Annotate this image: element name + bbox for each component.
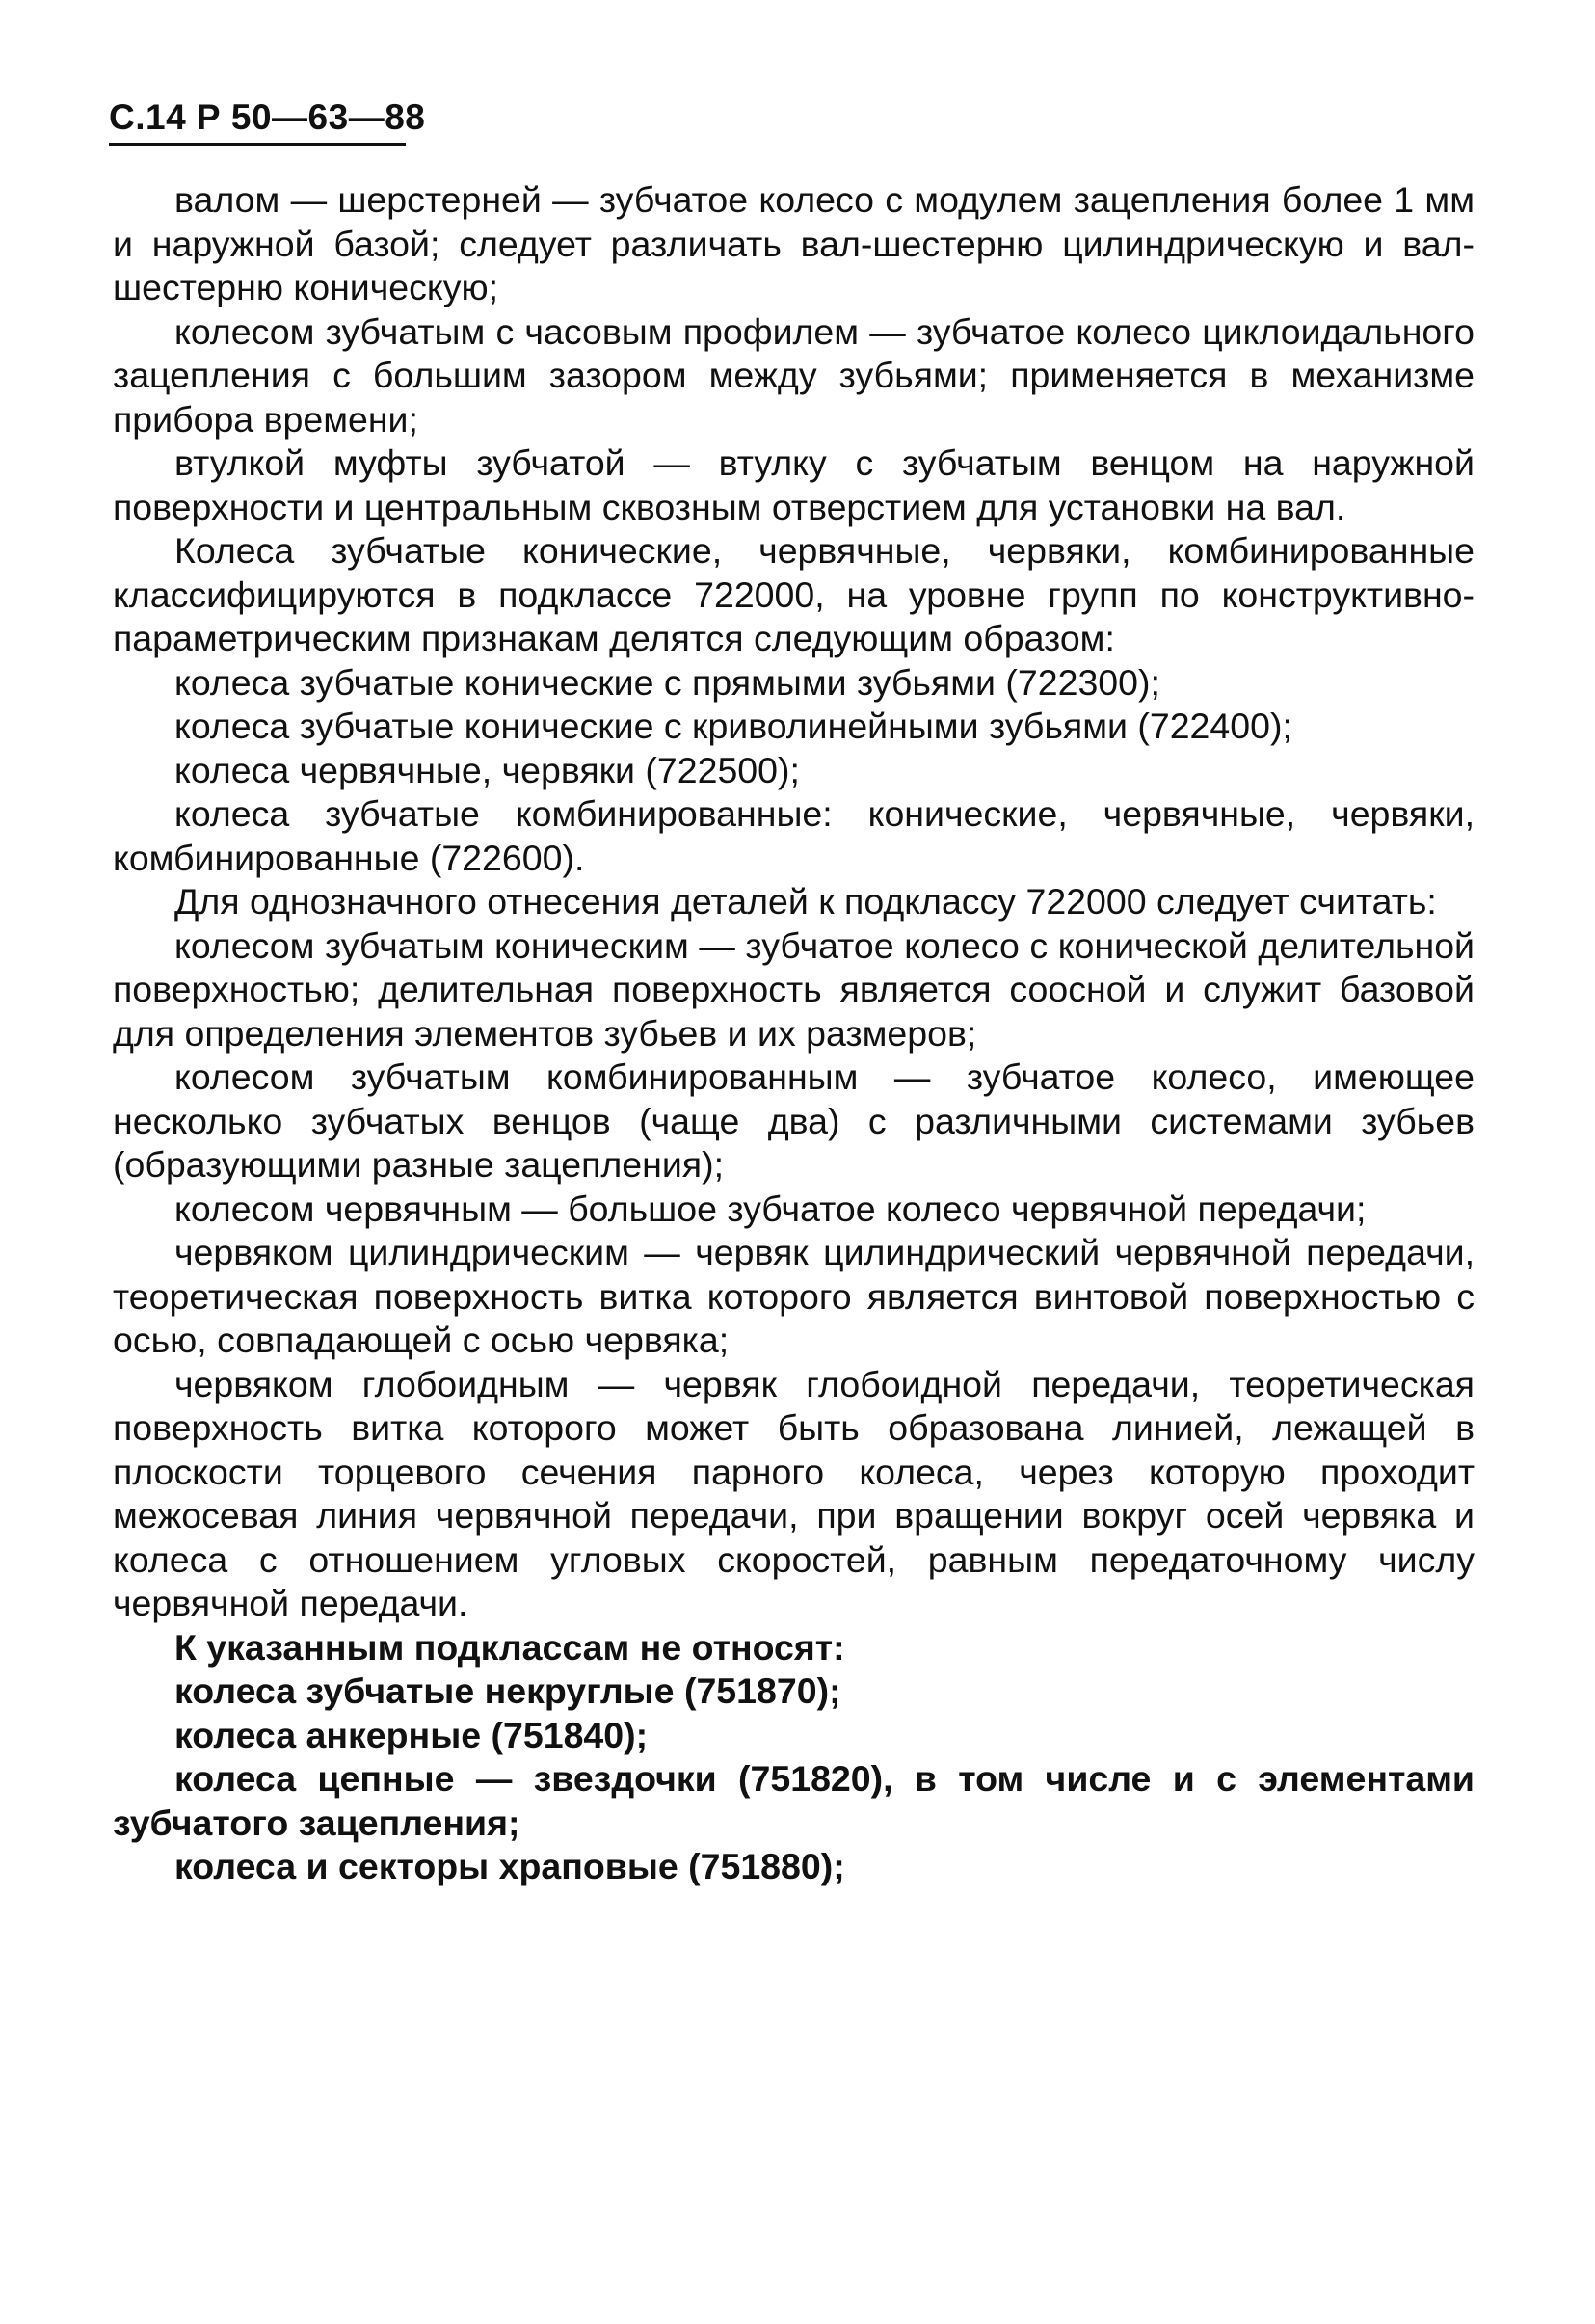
paragraph: колеса зубчатые конические с прямыми зубьями (722300); — [174, 661, 1160, 703]
page-header: С.14 Р 50—63—88 — [109, 97, 426, 137]
paragraph: втулкой муфты зубчатой — втулку с зубчатым венцом на наружной поверхности и центральным сквозным отверстием для установки на вал. — [113, 442, 1475, 527]
body-text — [113, 178, 1475, 1889]
exclusion-item: колеса анкерные (751840); — [174, 1714, 649, 1755]
paragraph: колесом зубчатым коническим — зубчатое колесо с конической делительной поверхностью; делительная поверхность является соосной и служит базовой для определения элементов зубьев и их размеров; — [113, 924, 1475, 1054]
paragraph: колесом зубчатым с часовым профилем — зубчатое колесо циклоидального зацепления с большим зазором между зубьями; применяется в механизме прибора времени; — [113, 310, 1475, 440]
paragraph: колеса зубчатые комбинированные: конические, червячные, червяки, комбинированные (722600). — [113, 793, 1475, 878]
paragraph: колесом зубчатым комбинированным — зубчатое колесо, имеющее несколько зубчатых венцов (чаще два) с различными системами зубьев (образующими разные зацепления); — [113, 1056, 1475, 1185]
paragraph: валом — шерстерней — зубчатое колесо с модулем зацепления более 1 мм и наружной базой; следует различать вал-шестерню цилиндрическую и вал-шестерню коническую; — [113, 179, 1475, 307]
paragraph: Колеса зубчатые конические, червячные, червяки, комбинированные классифицируются в подклассе 722000, на уровне групп по конструктивно-параметрическим признакам делятся следующим образом: — [113, 530, 1475, 658]
paragraph: колесом червячным — большое зубчатое колесо червячной передачи; — [174, 1188, 1367, 1229]
exclusions-heading: К указанным подклассам не относят: — [174, 1626, 845, 1668]
paragraph: Для однозначного отнесения деталей к подклассу 722000 следует считать: — [174, 881, 1437, 922]
exclusion-item: колеса и секторы храповые (751880); — [174, 1846, 845, 1886]
paragraph: колеса зубчатые конические с криволинейными зубьями (722400); — [174, 706, 1292, 746]
paragraph: колеса червячные, червяки (722500); — [174, 749, 800, 790]
exclusion-item: колеса зубчатые некруглые (751870); — [174, 1670, 841, 1711]
paragraph: червяком цилиндрическим — червяк цилиндрический червячной передачи, теоретическая поверхность витка которого является винтовой поверхностью с осью, совпадающей с осью червяка; — [113, 1232, 1475, 1360]
paragraph: червяком глобоидным — червяк глобоидной передачи, теоретическая поверхность витка которого может быть образована линией, лежащей в плоскости торцевого сечения парного колеса, через которую проходит межосевая линия червячной передачи, при вращении вокруг осей червяка и колеса с отношением угловых скоростей, равным передаточному числу червячной передачи. — [113, 1363, 1475, 1623]
exclusion-item: колеса цепные — звездочки (751820), в том числе и с элементами зубчатого зацепления; — [113, 1758, 1475, 1843]
header-underline — [109, 143, 406, 146]
